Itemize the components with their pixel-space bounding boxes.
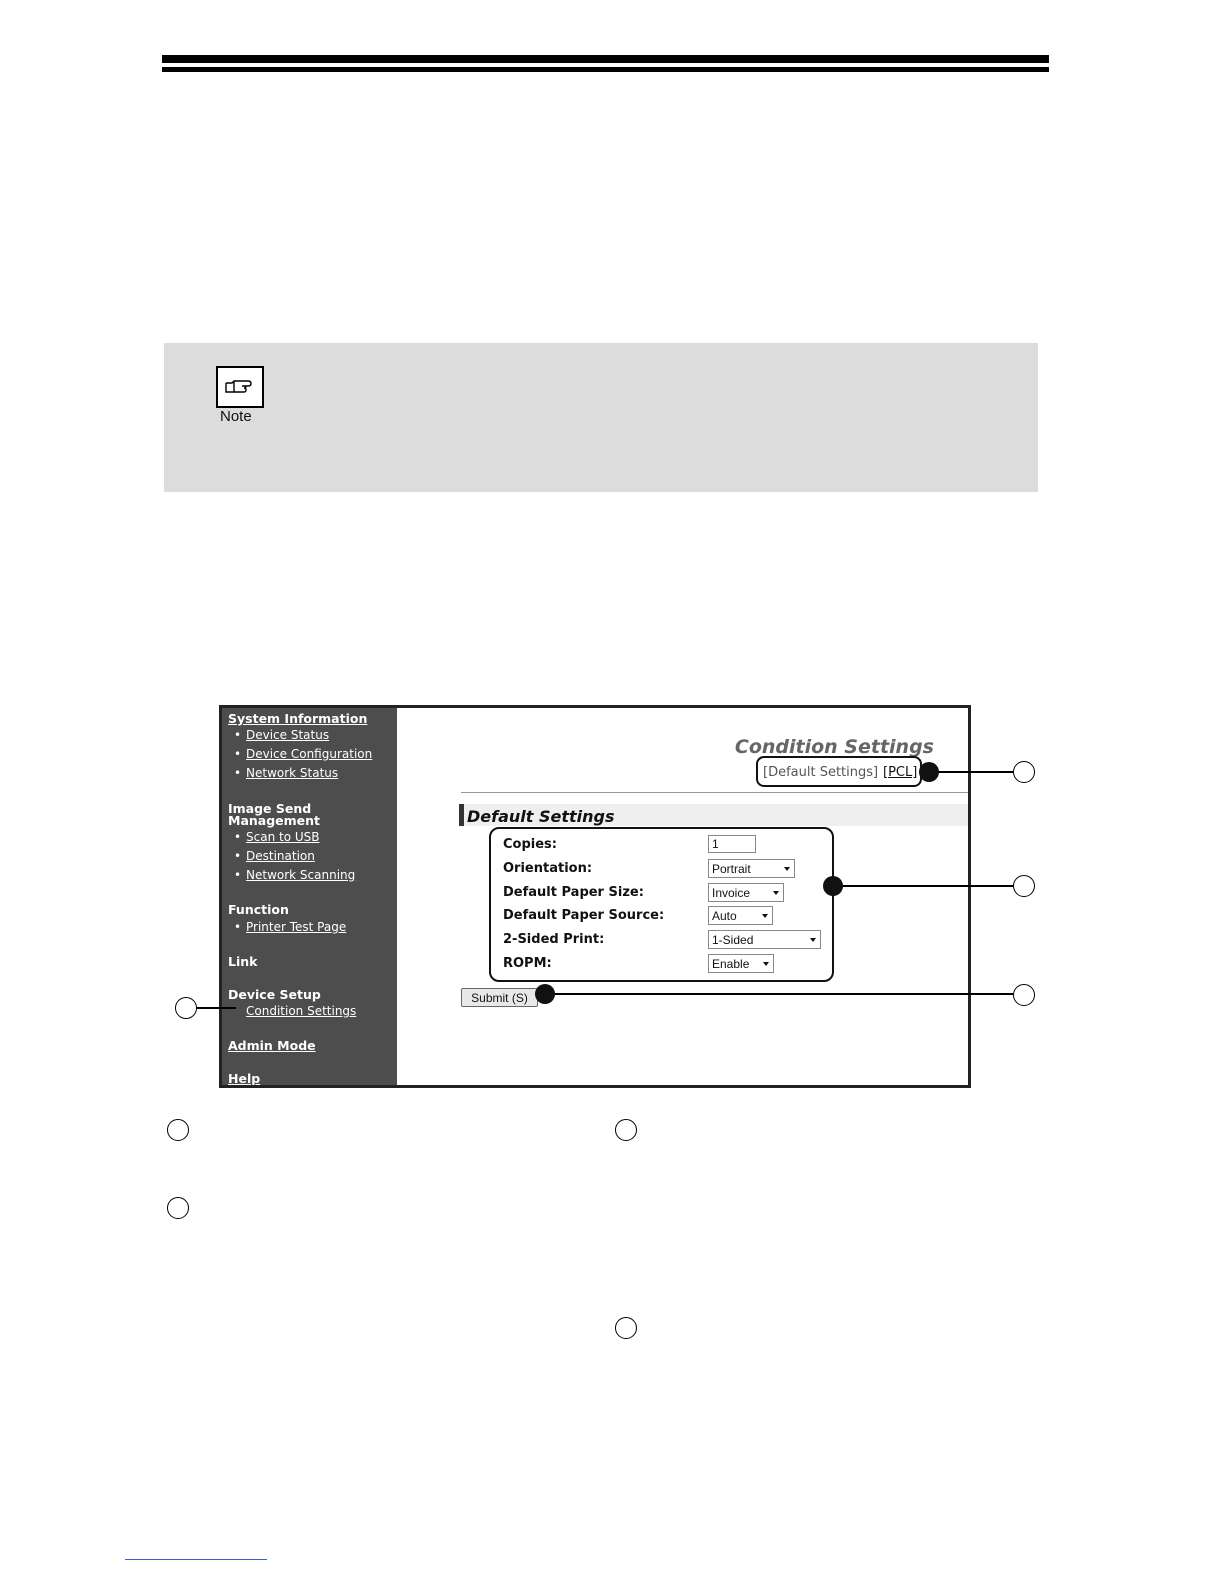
sidebar-item-device-status[interactable]: • Device Status [234,728,330,742]
callout-circle-sidebar [175,997,197,1019]
orientation-label: Orientation: [503,861,593,876]
footer-link-underline [125,1559,267,1560]
sidebar-link-heading: Link [228,954,258,969]
sidebar-function-heading: Function [228,902,289,917]
copies-label: Copies: [503,837,557,852]
page-title: Condition Settings [734,736,934,758]
leader-dot-submit [535,984,555,1004]
sidebar-image-send-heading: Image Send Management [228,801,321,828]
breadcrumb-default-settings[interactable]: [Default Settings] [763,765,879,780]
breadcrumb-pcl[interactable]: [PCL] [883,765,918,780]
ropm-select[interactable]: Enable [708,954,774,973]
callout-circle-breadcrumb [1013,761,1035,783]
sidebar-help[interactable]: Help [228,1071,261,1086]
sidebar-item-network-status[interactable]: • Network Status [234,766,339,780]
sidebar-item-device-configuration[interactable]: • Device Configuration [234,747,373,761]
paper-source-select[interactable]: Auto [708,906,773,925]
sidebar-item-destination[interactable]: • Destination [234,849,315,863]
sided-print-select[interactable]: 1-Sided [708,930,821,949]
submit-button[interactable]: Submit (S) [461,988,538,1007]
note-label: Note [220,408,252,425]
legend-circle-left-1 [167,1119,189,1141]
callout-circle-fields [1013,875,1035,897]
sidebar-item-condition-settings[interactable]: Condition Settings [246,1004,357,1018]
sidebar-system-information[interactable]: System Information [228,711,368,726]
section-title: Default Settings [467,807,615,826]
sidebar-device-setup-heading: Device Setup [228,987,321,1002]
sidebar-admin-mode[interactable]: Admin Mode [228,1038,316,1053]
callout-circle-submit [1013,984,1035,1006]
legend-circle-right-1 [615,1119,637,1141]
paper-size-select[interactable]: Invoice [708,883,784,902]
copies-input[interactable]: 1 [708,835,756,853]
legend-circle-left-2 [167,1197,189,1219]
leader-dot-fields [823,876,843,896]
ropm-label: ROPM: [503,956,552,971]
sidebar-item-network-scanning[interactable]: • Network Scanning [234,868,356,882]
orientation-select[interactable]: Portrait [708,859,795,878]
sided-print-label: 2-Sided Print: [503,932,605,947]
sidebar-item-printer-test-page[interactable]: • Printer Test Page [234,920,347,934]
sidebar-item-scan-to-usb[interactable]: • Scan to USB [234,830,320,844]
paper-source-label: Default Paper Source: [503,908,665,923]
legend-circle-right-2 [615,1317,637,1339]
leader-dot-breadcrumb [919,762,939,782]
paper-size-label: Default Paper Size: [503,885,644,900]
